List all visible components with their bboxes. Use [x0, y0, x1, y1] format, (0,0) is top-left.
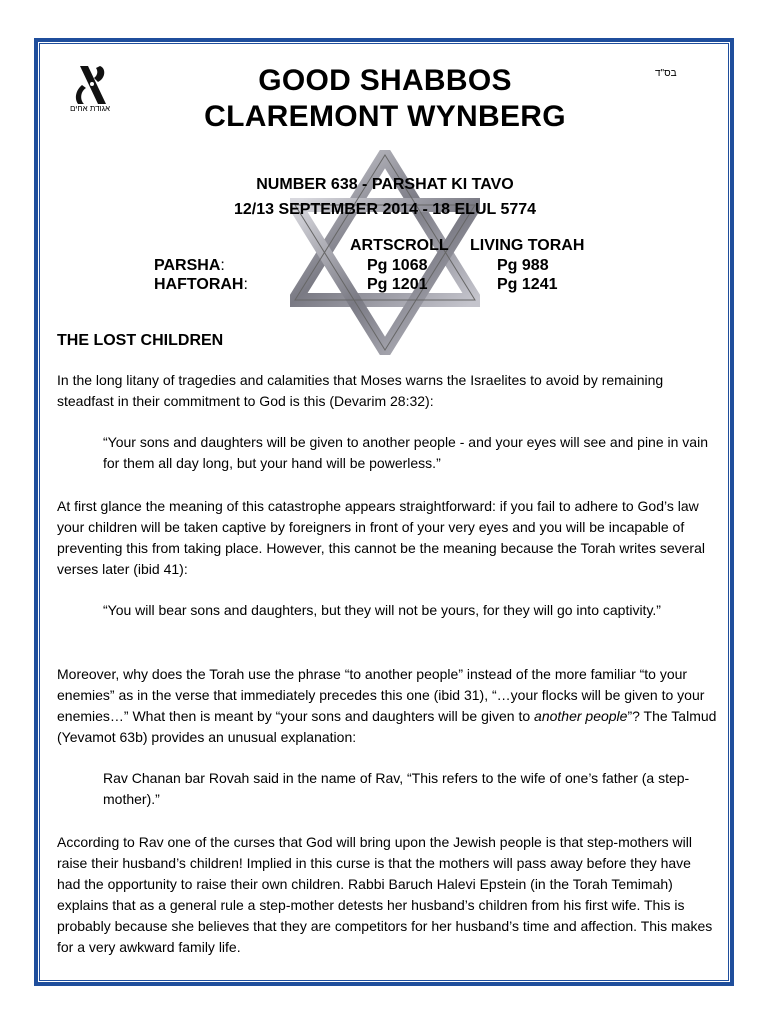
quote-3: Rav Chanan bar Rovah said in the name of Rav, “This refers to the wife of one’s father (a step-mother).”	[103, 770, 690, 807]
paragraph-4: According to Rav one of the curses that God will bring upon the Jewish people is that step-mothers will raise their husband’s children! Implied in this curse is that the mothers will pass away before they have had the opportunity to raise their own children. Rabbi Baruch Halevi Epstein (in the Torah Temimah) explains that as a general rule a step-mother detests her husband’s children from his first wife. This is probably because she believes that they are competitors for her husband’s time and affection. This makes for a very awkward family life.	[57, 834, 713, 955]
page-subtitle: CLAREMONT WYNBERG	[204, 100, 566, 133]
paragraph-2: At first glance the meaning of this catastrophe appears straightforward: if you fail to adhere to God’s law your children will be taken captive by foreigners in front of your very eyes and you will be incapable of preventing this from taking place. However, this cannot be the meaning because the Torah writes several verses later (ibid 41):	[57, 498, 705, 577]
date-line: 12/13 SEPTEMBER 2014 - 18 ELUL 5774	[233, 201, 537, 218]
paragraph-1: In the long litany of tragedies and calamities that Moses warns the Israelites to avoid by remaining steadfast in their commitment to God is this (Devarim 28:32):	[57, 372, 664, 409]
issue-line: NUMBER 638 - PARSHAT KI TAVO	[256, 176, 514, 193]
parsha-living-page: Pg 988	[497, 257, 549, 274]
bsd-mark: בס"ד	[655, 68, 677, 79]
paragraph-3: Moreover, why does the Torah use the phrase “to another people” instead of the more familiar “to your enemies” as in the verse that immediately precedes this one (ibid 31), “…your flocks will be given to your enemies…” What then is meant by “your sons and daughters will be given to another people”? The Talmud (Yevamot 63b) provides an unusual explanation:	[57, 666, 717, 745]
column-living-torah: LIVING TORAH	[470, 237, 585, 254]
parsha-artscroll-page: Pg 1068	[367, 257, 428, 274]
haftorah-artscroll-page: Pg 1201	[367, 276, 428, 293]
haftorah-label: HAFTORAH:	[154, 276, 248, 293]
column-artscroll: ARTSCROLL	[350, 237, 449, 254]
haftorah-living-page: Pg 1241	[497, 276, 558, 293]
page-title: GOOD SHABBOS	[258, 64, 512, 97]
parsha-label: PARSHA:	[154, 257, 225, 274]
emphasis-another-people: another people	[534, 708, 628, 724]
article-title: THE LOST CHILDREN	[57, 332, 224, 349]
quote-2: “You will bear sons and daughters, but they will not be yours, for they will go into captivity.”	[103, 602, 661, 618]
quote-1: “Your sons and daughters will be given to another people - and your eyes will see and pine in vain for them all day long, but your hand will be powerless.”	[103, 434, 708, 471]
logo-caption: אגודת אחים	[69, 104, 111, 113]
